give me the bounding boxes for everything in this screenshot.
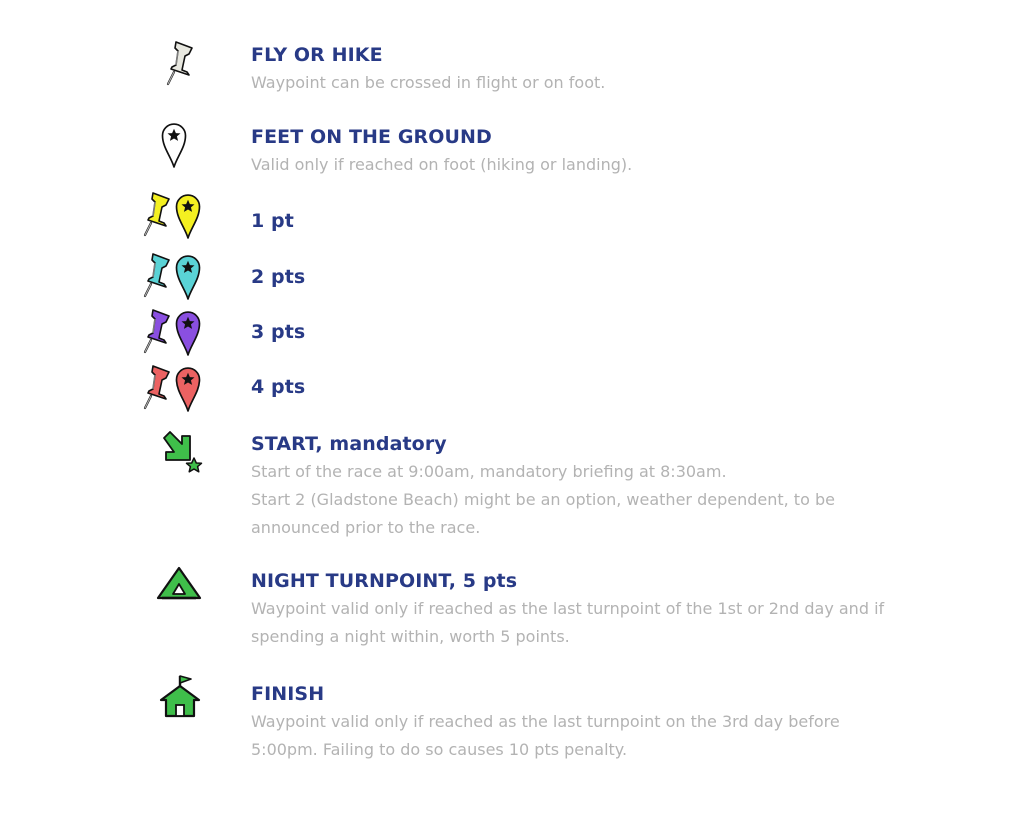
3-pts-icon-cell — [130, 310, 230, 370]
star-map-pin-icon — [161, 122, 187, 168]
3-pts-title: 3 pts — [251, 321, 306, 343]
feet-on-ground-desc: Valid only if reached on foot (hiking or landing). — [251, 155, 633, 174]
night-icon-cell — [130, 568, 230, 628]
finish-desc-line-1: Waypoint valid only if reached as the last turnpoint on the 3rd day before — [251, 712, 840, 731]
2-pts-icon-cell — [130, 254, 230, 314]
start-desc — [251, 458, 951, 542]
1-pt-title: 1 pt — [251, 210, 294, 232]
4-pts-title: 4 pts — [251, 376, 306, 398]
start-title: START, mandatory — [251, 433, 447, 455]
cyan-pushpin-icon — [142, 254, 172, 300]
finish-icon-cell — [130, 676, 230, 736]
night-desc-line-2: spending a night within, worth 5 points. — [251, 627, 570, 646]
cyan-star-map-pin-icon — [175, 254, 201, 300]
start-icon-cell — [130, 430, 230, 490]
start-arrow-star-icon — [160, 430, 202, 476]
start-desc-line-3: announced prior to the race. — [251, 518, 481, 537]
fly-or-hike-icon-cell — [130, 40, 230, 100]
start-desc-line-1: Start of the race at 9:00am, mandatory briefing at 8:30am. — [251, 462, 727, 481]
finish-desc — [251, 708, 951, 764]
start-desc-line-2: Start 2 (Gladstone Beach) might be an option, weather dependent, to be — [251, 490, 835, 509]
yellow-star-map-pin-icon — [175, 193, 201, 239]
purple-pushpin-icon — [142, 310, 172, 356]
finish-desc-line-2: 5:00pm. Failing to do so causes 10 pts penalty. — [251, 740, 628, 759]
house-flag-icon — [158, 674, 202, 720]
fly-or-hike-title: FLY OR HIKE — [251, 44, 383, 66]
feet-on-ground-icon-cell — [130, 122, 230, 182]
yellow-pushpin-icon — [142, 193, 172, 239]
red-pushpin-icon — [142, 366, 172, 412]
night-desc-line-1: Waypoint valid only if reached as the last turnpoint of the 1st or 2nd day and if — [251, 599, 885, 618]
4-pts-icon-cell — [130, 366, 230, 426]
finish-title: FINISH — [251, 683, 325, 705]
fly-or-hike-desc: Waypoint can be crossed in flight or on foot. — [251, 73, 606, 92]
1-pt-icon-cell — [130, 193, 230, 253]
2-pts-title: 2 pts — [251, 266, 306, 288]
red-star-map-pin-icon — [175, 366, 201, 412]
feet-on-ground-title: FEET ON THE GROUND — [251, 126, 492, 148]
purple-star-map-pin-icon — [175, 310, 201, 356]
night-title: NIGHT TURNPOINT, 5 pts — [251, 570, 518, 592]
tent-icon — [156, 566, 202, 602]
white-pushpin-icon — [165, 42, 195, 88]
night-desc — [251, 595, 951, 651]
